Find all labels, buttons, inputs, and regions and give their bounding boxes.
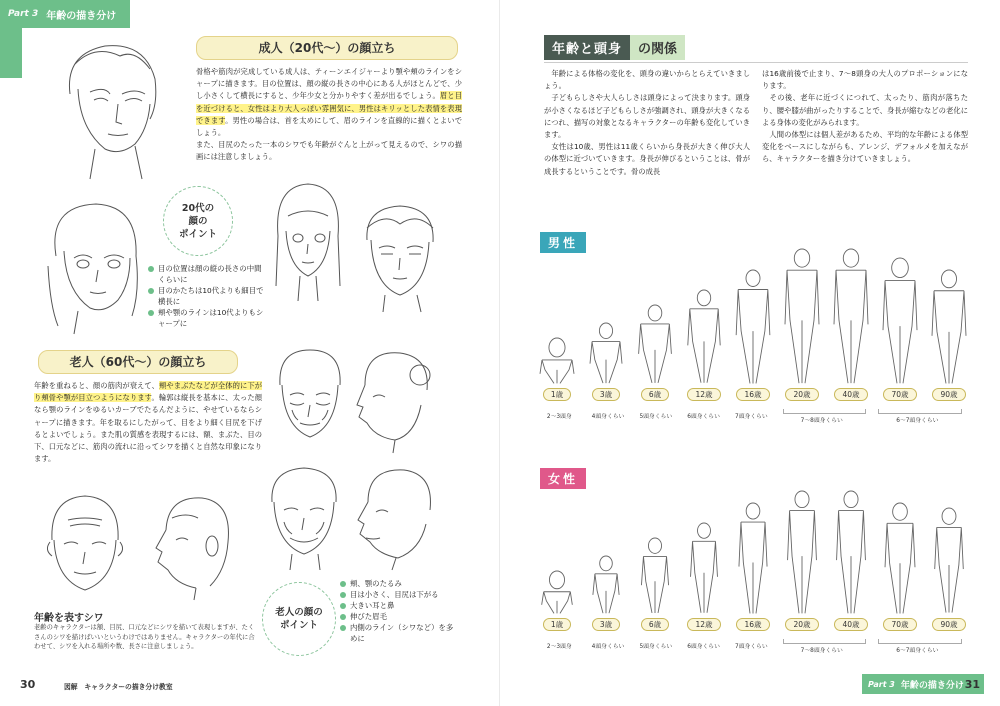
figure-head <box>746 270 760 286</box>
age-badge: 6歳 <box>641 618 669 631</box>
figure-body <box>739 522 767 613</box>
figure-head <box>697 290 710 306</box>
part-label-right: Part 3 <box>868 679 895 689</box>
span-brace <box>878 409 962 414</box>
wrinkle-title: 年齢を表すシワ <box>34 613 104 624</box>
wrinkle-caption: 老齢のキャラクターは額、目尻、口元などにシワを描いて表現しますが、たくさんのシワを描けばいいというわけではありません。キャラクターの年代に合わせて、シワを入れる場所や数、長さに注意しましょう。 <box>34 624 255 650</box>
age-badge: 70歳 <box>883 388 916 401</box>
body-outline <box>784 248 820 384</box>
body-outline <box>931 507 967 614</box>
body-figure <box>881 236 919 384</box>
elder-point-line1: 老人の顔の <box>275 607 323 618</box>
bullet-item: 内側のライン（シワなど）を多めに <box>340 622 458 644</box>
body-figure <box>636 236 674 384</box>
age-cell <box>636 236 674 401</box>
bullet-item: 目の位置は顔の縦の長さの中間くらいに <box>148 263 266 285</box>
body-figure <box>734 466 772 614</box>
age-badge: 20歳 <box>785 388 818 401</box>
twenties-bullets <box>148 263 266 329</box>
age-cell <box>587 466 625 631</box>
figure-head <box>599 323 612 339</box>
female-row <box>538 466 968 631</box>
adult-para2: また、目尻のたった一本のシワでも年齢がぐんと上がって見えるので、シワの描画には注意しましょう。 <box>196 140 462 162</box>
body-figure <box>636 466 674 614</box>
age-badge: 90歳 <box>932 618 965 631</box>
body-outline <box>882 502 918 614</box>
figure-head <box>794 249 809 267</box>
page-number-left: 30 <box>20 678 36 691</box>
body-figure <box>685 236 723 384</box>
title-dark: 年齢と頭身 <box>544 35 630 60</box>
title-light: の関係 <box>630 35 685 60</box>
age-cell <box>783 236 821 401</box>
adult-highlight: 眉と目を近づけると、女性はより大人っぽい雰囲気に、男性はキリッとした表情を表現できます <box>196 91 462 125</box>
body-outline <box>833 490 869 614</box>
adult-section-title: 成人（20代〜）の顔立ち <box>196 36 458 60</box>
age-badge: 90歳 <box>932 388 965 401</box>
figure-head <box>648 305 662 321</box>
figure-body <box>932 290 966 383</box>
figure-body <box>639 324 672 383</box>
elder-point-line2: ポイント <box>279 620 318 631</box>
bullet-item: 頬や顎のラインは10代よりもシャープに <box>148 307 266 329</box>
age-badge: 3歳 <box>592 618 620 631</box>
bullet-item: 頬、顎のたるみ <box>340 578 458 589</box>
body-outline <box>931 269 967 384</box>
twenties-point-circle <box>163 186 233 256</box>
bald-head-front-sketch <box>40 490 130 602</box>
head-count-label: 6頭身くらい <box>687 644 720 650</box>
figure-body <box>540 360 574 383</box>
figure-body <box>788 510 817 613</box>
body-outline <box>588 322 624 384</box>
figure-head <box>600 556 613 571</box>
part-title-right: 年齢の描き分け <box>900 680 964 691</box>
right-col2: は16歳前後で止まり、7〜8頭身の大人のプロポーションになります。 その後、老年に近づくにつれて、太ったり、筋肉が落ちたり、腰や膝が曲がったりすることで、身長が縮むなどの老化による身体の変化がみられます。 人間の体型には個人差があるため、平均的な年齢による体型変化をベースにしながらも、アレンジ、デフォルメを加えながら、キャラクターを描き分けていきましょう。 <box>762 69 968 164</box>
head-count-label: 7〜8頭身くらい <box>800 418 843 424</box>
age-cell <box>734 236 772 401</box>
figure-body <box>593 574 619 613</box>
age-badge: 6歳 <box>641 388 669 401</box>
head-count-label: 6〜7頭身くらい <box>896 418 939 424</box>
body-figure <box>783 236 821 384</box>
head-count-label: 6〜7頭身くらい <box>896 648 939 654</box>
body-outline <box>735 502 771 614</box>
bullet-item: 目のかたちは10代よりも細目で横長に <box>148 285 266 307</box>
age-badge: 12歳 <box>687 618 720 631</box>
right-title <box>544 34 685 60</box>
age-badge: 12歳 <box>687 388 720 401</box>
right-col1: 年齢による体格の変化を、頭身の違いからとらえていきましょう。 子どもらしさや大人らしさは頭身によって決まります。頭身が小さくなるほど子どもらしさが強調され、頭身が大きくなるにつれ、描写の対象となるキャラクターの年齢も変化していきます。 女性は10歳、男性は11歳くらいから身長が大きく伸び大人の体型に近づいていきます。身長が伸びるということは、骨が成長するということです。骨の成長 <box>544 69 750 176</box>
span-brace <box>783 409 867 414</box>
elder-section-title: 老人（60代〜）の顔立ち <box>38 350 238 374</box>
age-cell <box>587 236 625 401</box>
figure-head <box>893 503 908 520</box>
age-cell <box>538 236 576 401</box>
bullet-item: 伸びた眉毛 <box>340 611 458 622</box>
head-count-label: 6頭身くらい <box>687 414 720 420</box>
bullet-item: 大きい耳と鼻 <box>340 600 458 611</box>
age-badge: 3歳 <box>592 388 620 401</box>
body-figure <box>783 466 821 614</box>
age-badge: 70歳 <box>883 618 916 631</box>
body-outline <box>588 555 624 614</box>
point20-line1: 20代の <box>181 202 215 214</box>
figure-head <box>698 523 711 538</box>
figure-head <box>549 571 564 589</box>
age-badge: 1歳 <box>543 618 571 631</box>
adult-para1-b: 。男性の場合は、首を太めにして、眉のラインを直線的に描くとよいでしょう。 <box>196 115 462 138</box>
age-cell <box>881 466 919 631</box>
figure-body <box>688 309 720 383</box>
figure-body <box>542 591 573 613</box>
elder-highlight: 頬やまぶたなどが全体的に下がり頬骨や顎が目立つようになります <box>34 381 262 403</box>
figure-head <box>843 249 858 267</box>
body-figure <box>685 466 723 614</box>
head-count-label: 5頭身くらい <box>639 414 673 420</box>
head-count-label: 4頭身くらい <box>591 414 625 420</box>
body-outline <box>539 337 575 384</box>
age-cell <box>832 236 870 401</box>
figure-body <box>834 270 868 383</box>
age-badge: 16歳 <box>736 618 769 631</box>
age-badge: 16歳 <box>736 388 769 401</box>
body-outline <box>784 490 820 614</box>
part-title: 年齢の描き分け <box>46 10 117 22</box>
body-outline <box>882 257 918 384</box>
head-count-label: 5頭身くらい <box>639 644 673 650</box>
bald-head-profile-sketch <box>142 490 238 602</box>
body-outline <box>539 570 575 614</box>
female-tag: 女性 <box>540 468 586 489</box>
figure-body <box>736 289 770 383</box>
elder-female-sketch <box>270 345 350 455</box>
body-figure <box>832 236 870 384</box>
part-tab <box>0 0 130 28</box>
age-cell <box>832 466 870 631</box>
part-label: Part 3 <box>8 9 39 19</box>
twenties-male-sketch <box>355 200 445 315</box>
figure-body <box>883 280 917 383</box>
body-figure <box>538 236 576 384</box>
figure-body <box>935 528 964 613</box>
elder-para-b: 。輪郭は縦長を基本に、太った顔なら顎のラインをゆるいカーブでたるんだように、やせているならシャープに描きます。年を取るにしたがって、目をより細く目尻を下げるとよいでしょう。また肌の質感を表現するには、額、まぶた、目の下、口元などに、筋肉の流れに沿ってシワを描くと自然な印象になります。 <box>34 393 262 464</box>
age-badge: 20歳 <box>785 618 818 631</box>
age-badge: 40歳 <box>834 618 867 631</box>
age-cell <box>930 466 968 631</box>
title-rule <box>544 62 968 63</box>
twenties-female-sketch <box>38 196 148 336</box>
head-count-label: 2〜3頭身 <box>546 644 572 650</box>
body-figure <box>587 466 625 614</box>
figure-head <box>746 503 760 519</box>
body-figure <box>734 236 772 384</box>
elder-bullets <box>340 578 458 644</box>
age-cell <box>881 236 919 401</box>
body-figure <box>930 236 968 384</box>
body-figure <box>587 236 625 384</box>
age-cell <box>636 466 674 631</box>
adult-para1-a: 骨格や筋肉が完成している成人は、ティーンエイジャーより顎や頬のラインをシャープに描きます。目の位置は、顔の縦の長さの中心にある人がほとんどで、少し小さくして横長にすると、少年少女と分かりやすく差が出るでしょう。 <box>196 67 462 101</box>
elder-male-profile-sketch <box>346 462 446 572</box>
head-count-label: 7〜8頭身くらい <box>800 648 843 654</box>
body-outline <box>686 522 722 614</box>
age-cell <box>538 466 576 631</box>
right-page <box>500 0 1000 706</box>
bullet-item: 目は小さく、目尻は下がる <box>340 589 458 600</box>
figure-body <box>691 542 718 613</box>
male-tag: 男性 <box>540 232 586 253</box>
adult-male-sketch <box>50 34 175 184</box>
head-count-label: 7頭身くらい <box>735 644 768 650</box>
elder-point-circle <box>262 582 336 656</box>
age-cell <box>930 236 968 401</box>
elder-male-sketch <box>262 462 346 572</box>
age-badge: 1歳 <box>543 388 571 401</box>
figure-head <box>941 270 956 288</box>
figure-body <box>837 510 866 613</box>
figure-head <box>892 258 909 278</box>
body-figure <box>538 466 576 614</box>
head-count-label: 7頭身くらい <box>735 414 768 420</box>
adult-body-text <box>196 66 462 164</box>
elder-para-a: 年齢を重ねると、顔の筋肉が衰えて、 <box>34 381 159 390</box>
figure-head <box>795 491 809 508</box>
point20-line3: ポイント <box>178 228 217 240</box>
body-figure <box>930 466 968 614</box>
figure-head <box>549 338 565 357</box>
body-outline <box>637 304 673 384</box>
body-outline <box>735 269 771 384</box>
body-outline <box>833 248 869 384</box>
age-cell <box>685 236 723 401</box>
page-number-right: 31 <box>964 678 980 691</box>
figure-body <box>641 556 668 613</box>
body-figure <box>832 466 870 614</box>
head-count-label: 2〜3頭身 <box>546 414 572 420</box>
green-strip <box>0 28 22 78</box>
elder-female-profile-sketch <box>345 345 445 455</box>
footer-title: 図解 キャラクターの描き分け教室 <box>64 683 173 691</box>
body-figure <box>881 466 919 614</box>
figure-body <box>785 270 819 383</box>
elder-body-text <box>34 380 262 465</box>
figure-head <box>942 508 956 524</box>
span-brace <box>783 639 867 644</box>
male-row <box>538 236 968 401</box>
figure-body <box>885 523 915 613</box>
age-cell <box>685 466 723 631</box>
body-outline <box>686 289 722 384</box>
figure-head <box>648 538 661 553</box>
point20-line2: 顔の <box>188 215 208 227</box>
figure-body <box>590 341 622 383</box>
head-count-label: 4頭身くらい <box>591 644 625 650</box>
twenties-female-front-sketch <box>268 176 348 306</box>
body-outline <box>637 537 673 614</box>
age-cell <box>783 466 821 631</box>
span-brace <box>878 639 962 644</box>
age-cell <box>734 466 772 631</box>
age-badge: 40歳 <box>834 388 867 401</box>
figure-head <box>844 491 858 508</box>
